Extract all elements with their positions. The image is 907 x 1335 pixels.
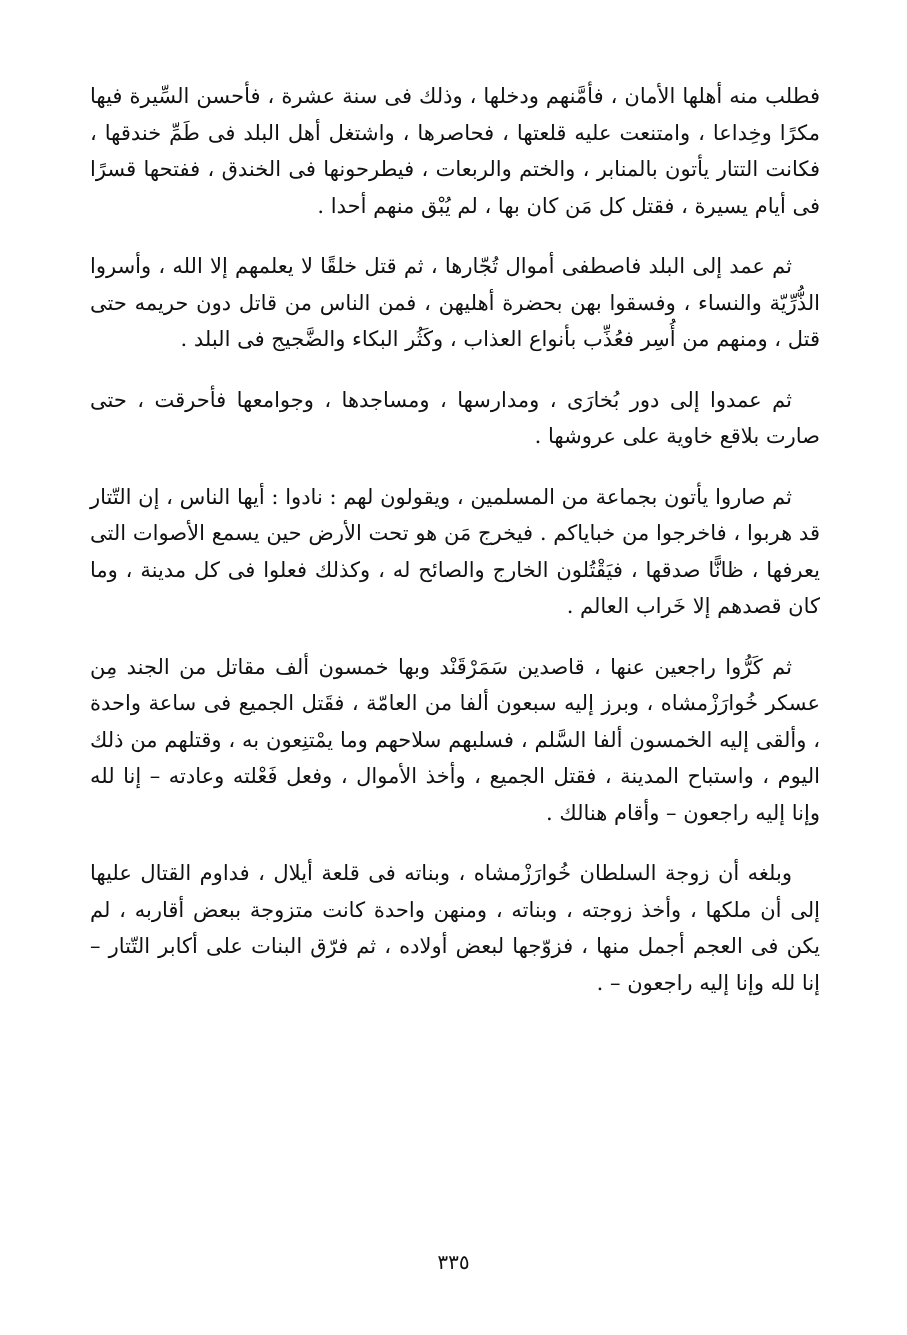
paragraph-5: ثم كَرُّوا راجعين عنها ، قاصدين سَمَرْقَنْد وبها خمسون ألف مقاتل من الجند مِن عسكر خُوارَزْمشاه ، وبرز إليه سبعون ألفا من العامّة ، فقَتل الجميع فى ساعة واحدة ، وألقى إليه الخمسون ألفا السَّلم ، فسلبهم سلاحهم وما يمْتنِعون به ، وقتلهم من ذلك اليوم ، واستباح المدينة ، فقتل الجميع ، وأخذ الأموال ، وفعل فَعْلته وعادته – إنا لله وإنا إليه راجعون – وأقام هنالك .: [90, 654, 820, 825]
page-text-body: [90, 78, 820, 1025]
paragraph-4: ثم صاروا يأتون بجماعة من المسلمين ، ويقولون لهم : نادوا : أيها الناس ، إن التّتار قد هربوا ، فاخرجوا من خباياكم . فيخرج مَن هو تحت الأرض حين يسمع الأصوات التى يعرفها ، ظانًّا صدقها ، فيَقْتُلون الخارج والصائح له ، وكذلك فعلوا فى كل مدينة ، وما كان قصدهم إلا خَراب العالم .: [90, 484, 820, 618]
page-number: ٣٣٥: [437, 1250, 470, 1274]
paragraph-2: ثم عمد إلى البلد فاصطفى أموال تُجّارها ، ثم قتل خلقًا لا يعلمهم إلا الله ، وأسروا الذُّرِّيّة والنساء ، وفسقوا بهن بحضرة أهليهن ، فمن الناس من قاتل دون حريمه حتى قتل ، ومنهم من أُسِر فعُذِّب بأنواع العذاب ، وكَثُر البكاء والضَّجيج فى البلد .: [90, 254, 820, 351]
paragraph-1: فطلب منه أهلها الأمان ، فأمَّنهم ودخلها ، وذلك فى سنة عشرة ، فأحسن السِّيرة فيها مكرًا وخِداعا ، وامتنعت عليه قلعتها ، فحاصرها ، واشتغل أهل البلد فى طَمِّ خندقها ، فكانت التتار يأتون بالمنابر ، والختم والربعات ، فيطرحونها فى الخندق ، ففتحها قسرًا فى أيام يسيرة ، فقتل كل مَن كان بها ، لم يُبْق منهم أحدا .: [90, 84, 820, 218]
paragraph-3: ثم عمدوا إلى دور بُخارَى ، ومدارسها ، ومساجدها ، وجوامعها فأحرقت ، حتى صارت بلاقع خاوية على عروشها .: [90, 387, 820, 448]
paragraph-6: وبلغه أن زوجة السلطان خُوارَزْمشاه ، وبناته فى قلعة أيلال ، فداوم القتال عليها إلى أن ملكها ، وأخذ زوجته ، وبناته ، ومنهن واحدة كانت متزوجة ببعض أقاربه ، لم يكن فى العجم أجمل منها ، فزوّجها لبعض أولاده ، ثم فرّق البنات على أكابر التّتار – إنا لله وإنا إليه راجعون – .: [90, 861, 820, 995]
